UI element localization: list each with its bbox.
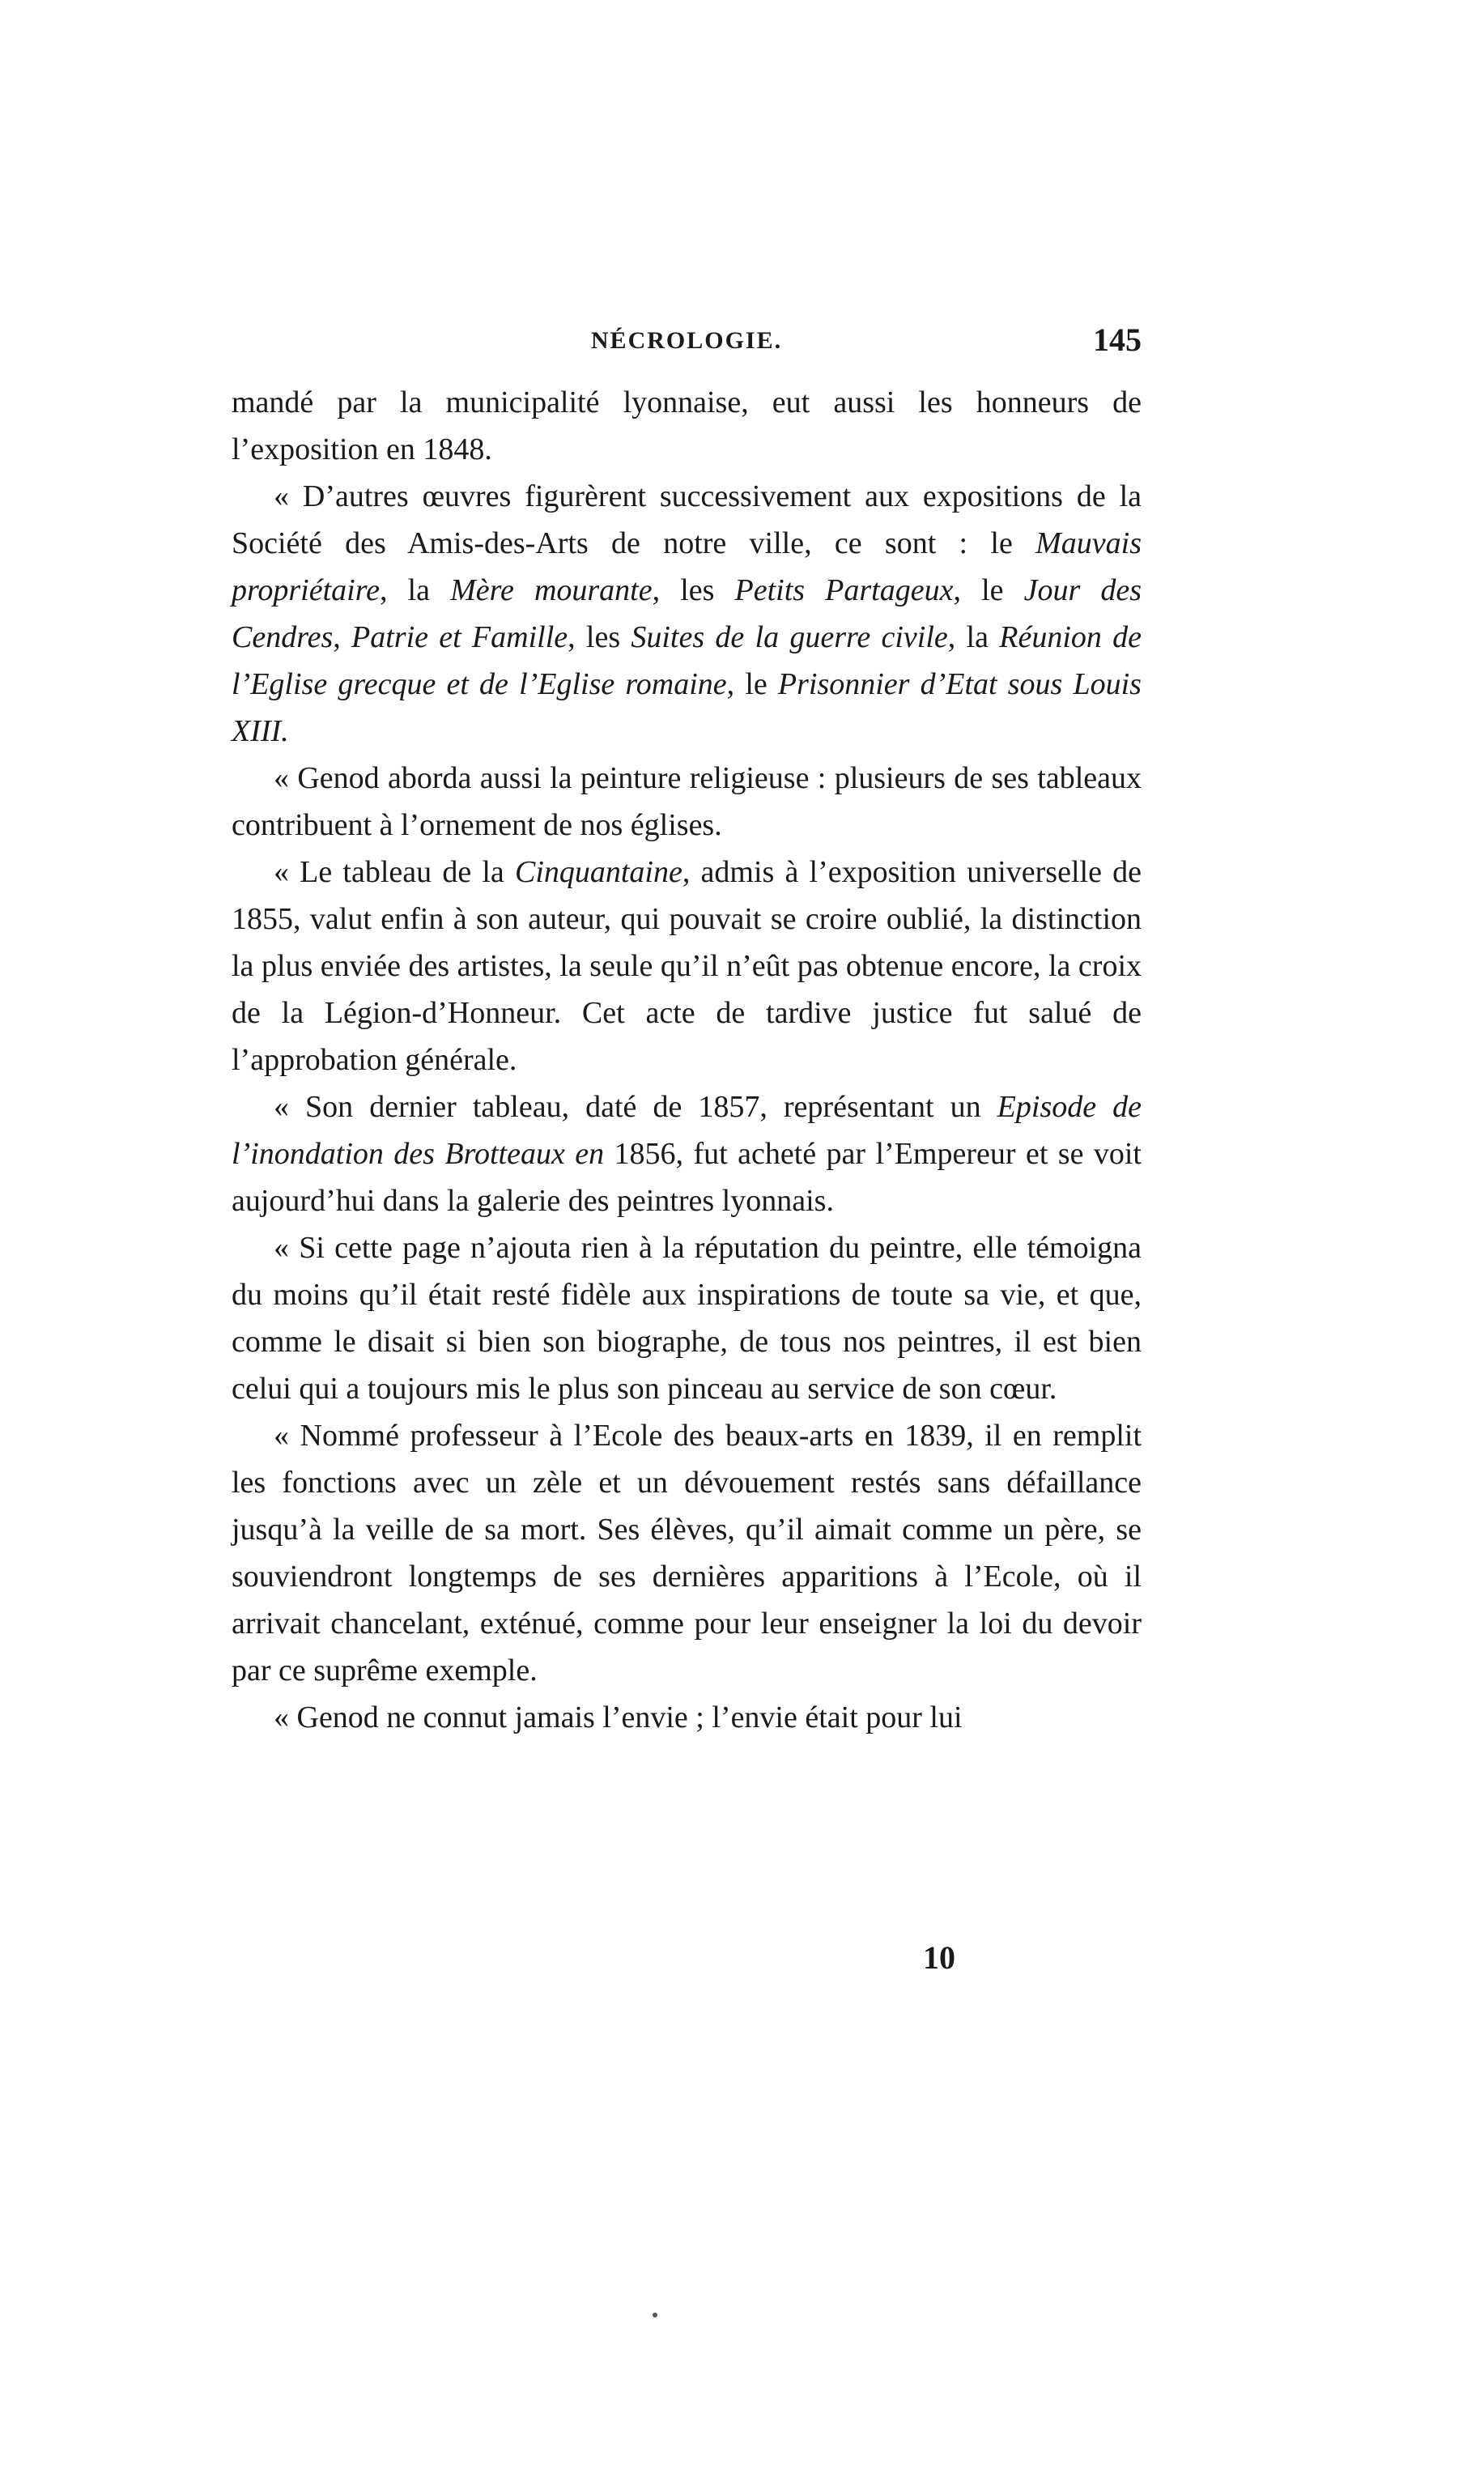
paragraph xyxy=(232,473,1142,755)
italic-title: Jour des Cendres xyxy=(232,573,1142,654)
italic-title: Petits Partageux xyxy=(734,573,954,607)
text-run: , la xyxy=(379,573,451,607)
text-run: 1856, fut acheté par l’Empereur et se voit aujourd’hui dans la galerie des peintres lyonnais. xyxy=(232,1137,1142,1218)
paragraph xyxy=(232,849,1142,1083)
text-run: , les xyxy=(568,620,631,654)
text-run: , le xyxy=(953,573,1024,607)
text-run: « Le tableau de la xyxy=(274,855,515,889)
paragraph xyxy=(232,379,1142,473)
running-head xyxy=(232,321,1142,369)
italic-title: Suites de la guerre civile xyxy=(631,620,948,654)
text-run: « D’autres œuvres figurèrent successivement aux expositions de la Société des Amis-des-Arts de notre ville, ce sont : le xyxy=(232,479,1142,560)
text-run: , xyxy=(333,620,352,654)
text-run: mandé par la municipalité lyonnaise, eut aussi les honneurs de l’exposition en 1848. xyxy=(232,385,1142,466)
page-number: 145 xyxy=(1093,321,1142,358)
running-title: NÉCROLOGIE. xyxy=(590,327,783,354)
paragraph xyxy=(232,1224,1142,1412)
text-run: « Genod ne connut jamais l’envie ; l’envie était pour lui xyxy=(274,1700,963,1734)
italic-title: Patrie et Famille xyxy=(351,620,568,654)
italic-title: Prisonnier d’Etat sous Louis XIII. xyxy=(232,667,1142,748)
italic-title: Mère mourante xyxy=(450,573,653,607)
italic-title: Réunion de l’Eglise grecque et de l’Eglise romaine xyxy=(232,620,1142,701)
text-run: « Son dernier tableau, daté de 1857, représentant un xyxy=(274,1090,997,1124)
text-run: « Nommé professeur à l’Ecole des beaux-arts en 1839, il en remplit les fonctions avec un zèle et un dévouement restés sans défaillance jusqu’à la veille de sa mort. Ses élèves, qu’il aimait comme un père, se souviendront longtemps de ses dernières apparitions à l’Ecole, où il arrivait chancelant, exténué, comme pour leur enseigner la loi du devoir par ce suprême exemple. xyxy=(232,1419,1142,1688)
italic-title: Episode de l’inondation des Brotteaux en xyxy=(232,1090,1142,1171)
paragraph xyxy=(232,1083,1142,1224)
text-run: , la xyxy=(947,620,1000,654)
text-run: , admis à l’exposition universelle de 1855, valut enfin à son auteur, qui pouvait se croire oublié, la distinction la plus enviée des artistes, la seule qu’il n’eût pas obtenue encore, la croix de la Légion-d’Honneur. Cet acte de tardive justice fut salué de l’approbation générale. xyxy=(232,855,1142,1077)
body-text xyxy=(232,379,1142,1741)
text-run: « Si cette page n’ajouta rien à la réputation du peintre, elle témoigna du moins qu’il était resté fidèle aux inspirations de toute sa vie, et que, comme le disait si bien son biographe, de tous nos peintres, il est bien celui qui a toujours mis le plus son pinceau au service de son cœur. xyxy=(232,1231,1142,1406)
text-run: « Genod aborda aussi la peinture religieuse : plusieurs de ses tableaux contribuent à l’ornement de nos églises. xyxy=(232,761,1142,842)
text-run: , les xyxy=(652,573,735,607)
signature-mark: 10 xyxy=(923,1939,955,1976)
paragraph xyxy=(232,755,1142,849)
italic-title: Cinquantaine xyxy=(514,855,682,889)
print-speck xyxy=(653,2313,657,2317)
italic-title: Mauvais propriétaire xyxy=(232,526,1142,607)
paragraph xyxy=(232,1412,1142,1694)
text-run: , le xyxy=(726,667,778,701)
paragraph xyxy=(232,1694,1142,1741)
